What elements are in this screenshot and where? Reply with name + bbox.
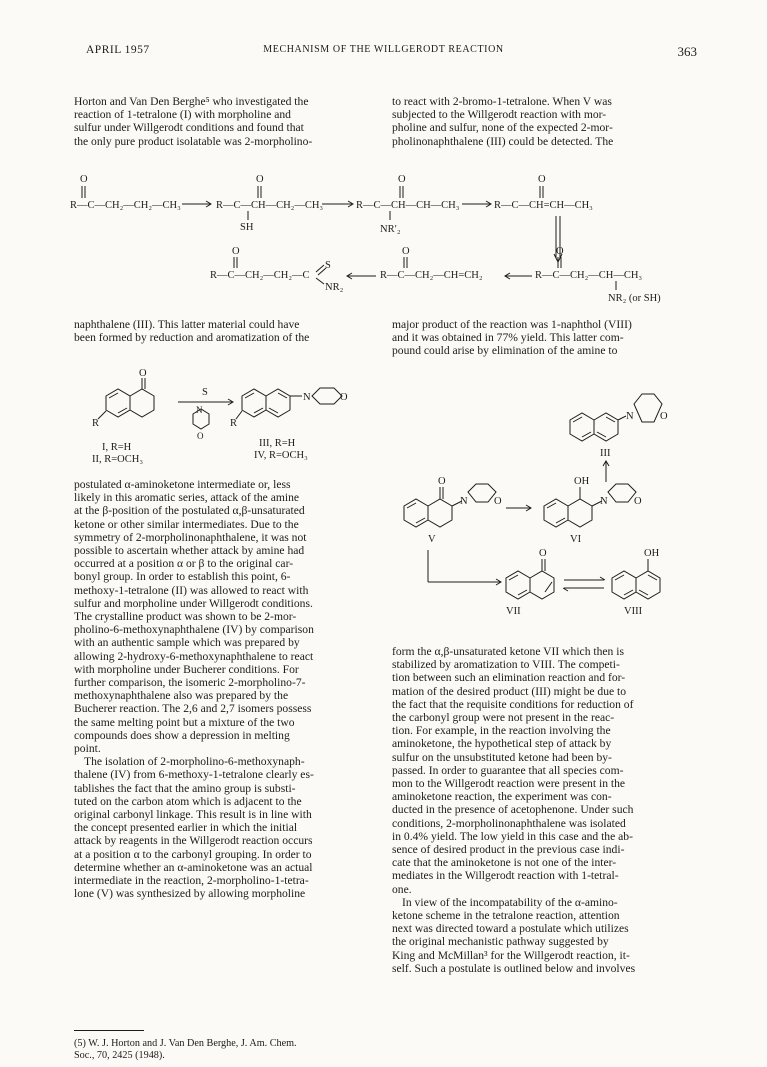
compound-amine: R—C—CH—CH—CH₃: [356, 200, 460, 211]
text-line: point.: [74, 742, 101, 756]
carbonyl-o: O: [232, 246, 240, 257]
thioamide-nr2: NR₂: [325, 282, 344, 293]
text-line: postulated α-aminoketone intermediate or, less: [74, 478, 291, 491]
carbonyl-o: O: [139, 368, 147, 379]
text-line: subjected to the Willgerodt reaction with mor-: [392, 108, 607, 122]
text-line: further comparison, the isomeric 2-morpholino-7-: [74, 676, 306, 690]
reaction-scheme-3: [394, 384, 694, 634]
morpholine-o: O: [494, 496, 502, 507]
footnote-rule: [74, 1030, 144, 1031]
text-line: major product of the reaction was 1-naphthol (VIII): [392, 318, 632, 331]
footnote-line: Soc., 70, 2425 (1948).: [74, 1050, 165, 1061]
header-page-number: 363: [677, 44, 697, 59]
text-line: Horton and Van Den Berghe⁵ who investigated the: [74, 95, 309, 108]
morpholine-n: N: [303, 392, 311, 403]
label-iii: III: [600, 448, 611, 459]
morpholine-n: N: [460, 496, 468, 507]
text-line: determine whether an α-aminoketone was an actual: [74, 860, 313, 874]
body-left-paragraph: [74, 478, 381, 901]
text-line: likely in this aromatic series, attack of the amine: [74, 491, 300, 505]
compound-label-ii: II, R=OCH₃: [92, 454, 143, 465]
text-line: pholine and sulfur, none of the expected 2-mor-: [392, 121, 613, 135]
text-line: ketone or other similar intermediates. Due to the: [74, 517, 299, 531]
top-left-paragraph: [74, 95, 381, 148]
header-date: APRIL 1957: [86, 44, 150, 56]
text-line: thalene (IV) from 6-methoxy-1-tetralone clearly es-: [74, 768, 314, 782]
text-line: with an authentic sample which was prepared by: [74, 636, 300, 650]
text-line: occurred at a position α or β to the original car-: [74, 557, 294, 571]
text-line: The isolation of 2-morpholino-6-methoxynaph-: [84, 755, 305, 769]
morpholine-o: O: [197, 431, 204, 441]
carbonyl-o: O: [538, 174, 546, 185]
morpholine-n: N: [600, 496, 608, 507]
footnote-line: (5) W. J. Horton and J. Van Den Berghe, J. Am. Chem.: [74, 1038, 297, 1049]
thio-s: S: [325, 260, 331, 271]
compound-label-i: I, R=H: [102, 442, 132, 453]
body-right-paragraph: [392, 645, 697, 975]
hydroxyl-oh: OH: [574, 476, 590, 487]
text-line: to react with 2-bromo-1-tetralone. When V was: [392, 95, 612, 108]
text-line: the same melting point but a mixture of the two: [74, 715, 295, 729]
text-line: self. Such a postulate is outlined below and involves: [392, 961, 636, 975]
morpholine-o: O: [340, 392, 348, 403]
text-line: the only pure product isolatable was 2-morpholino-: [74, 134, 313, 148]
text-line: conditions, 2-morpholinonaphthalene was isolated: [392, 816, 626, 830]
text-line: lone (V) was synthesized by allowing morpholine: [74, 887, 306, 901]
text-line: methoxy-1-tetralone (II) was allowed to react with: [74, 583, 309, 597]
text-line: possible to ascertain whether attack by amine had: [74, 544, 305, 558]
text-line: one.: [392, 882, 412, 896]
text-line: intermediate in the reaction, 2-morpholino-1-tetra-: [74, 874, 309, 888]
text-line: reaction of 1-tetralone (I) with morpholine and: [74, 108, 291, 122]
top-right-paragraph: [392, 95, 697, 148]
text-line: sulfur and morpholine under Willgerodt conditions.: [74, 596, 313, 610]
reaction-scheme-2: [84, 366, 384, 471]
carbonyl-o: O: [256, 174, 264, 185]
text-line: ducted in the presence of acetophenone. Under such: [392, 803, 634, 817]
text-line: The crystalline product was shown to be 2-mor-: [74, 610, 297, 624]
text-line: with morpholine under Bucherer conditions. For: [74, 662, 299, 676]
text-line: bonyl group. In order to establish this point, 6-: [74, 570, 291, 584]
text-line: form the α,β-unsaturated ketone VII which then is: [392, 645, 624, 658]
text-line: the concept presented earlier in which the initial: [74, 821, 298, 835]
morpholine-n: N: [196, 405, 203, 415]
text-line: in 0.4% yield. The low yield in this case and the ab-: [392, 829, 633, 843]
text-line: sence of desired product in the previous case indi-: [392, 843, 625, 857]
text-line: aminoketone reaction, the experiment was con-: [392, 790, 612, 804]
label-vi: VI: [570, 534, 582, 545]
header-title: MECHANISM OF THE WILLGERODT REACTION: [263, 44, 504, 55]
reaction-scheme-1: [70, 172, 700, 312]
r-substituent: R: [92, 418, 100, 429]
carbonyl-o: O: [556, 246, 564, 257]
carbonyl-o: O: [539, 548, 547, 559]
mid-left-paragraph: [74, 318, 381, 344]
text-line: mediates in the Willgerodt reaction with 1-tetral-: [392, 869, 619, 883]
nr2-or-sh: NR₂ (or SH): [608, 293, 661, 304]
mid-right-paragraph: [392, 318, 697, 358]
text-line: at the β-position of the postulated α,β-unsaturated: [74, 504, 305, 518]
label-v: V: [428, 534, 436, 545]
text-line: compounds does show a depression in melting: [74, 728, 290, 742]
compound-label-iv: IV, R=OCH₃: [254, 450, 308, 461]
text-line: allowing 2-hydroxy-6-methoxynaphthalene to react: [74, 649, 314, 663]
text-line: cate that the aminoketone is not one of the inter-: [392, 856, 617, 870]
text-line: sulfur on the unsubstituted ketone had been by-: [392, 750, 612, 764]
text-line: tablishes the fact that the amino group is substi-: [74, 781, 296, 795]
text-line: pholinonaphthalene (III) could be detected. The: [392, 134, 614, 148]
text-line: passed. In order to guarantee that all species com-: [392, 763, 624, 777]
carbonyl-o: O: [398, 174, 406, 185]
label-vii: VII: [506, 606, 521, 617]
sh-substituent: SH: [240, 222, 254, 233]
compound-substituted-ketone: R—C—CH₂—CH—CH₃: [535, 270, 643, 281]
nr2-prime-substituent: NR′₂: [380, 224, 401, 235]
compound-thiol: R—C—CH—CH₂—CH₃: [216, 200, 324, 211]
text-line: attack by reagents in the Willgerodt reaction occurs: [74, 834, 313, 848]
text-line: the original mechanistic pathway suggested by: [392, 935, 609, 949]
text-line: the carbonyl group were not present in the reac-: [392, 711, 615, 725]
text-line: the fact that the requisite conditions for reduction of: [392, 697, 634, 711]
morpholine-o: O: [660, 411, 668, 422]
text-line: pound could arise by elimination of the amine to: [392, 344, 618, 358]
text-line: King and McMillan³ for the Willgerodt reaction, it-: [392, 948, 630, 962]
compound-ketone: R—C—CH₂—CH₂—CH₃: [70, 200, 181, 211]
text-line: mation of the desired product (III) might be due to: [392, 684, 627, 698]
morpholine-o: O: [634, 496, 642, 507]
text-line: and it was obtained in 77% yield. This latter com-: [392, 331, 624, 345]
label-viii: VIII: [624, 606, 643, 617]
text-line: mon to the Willgerodt reaction were present in the: [392, 777, 626, 791]
sulfur-label: S: [202, 387, 208, 398]
text-line: aminoketone, the hypothetical step of attack by: [392, 737, 612, 751]
morpholine-n: N: [626, 411, 634, 422]
text-line: methoxynaphthalene also was prepared by the: [74, 689, 289, 703]
r-substituent: R: [230, 418, 238, 429]
text-line: symmetry of 2-morpholinonaphthalene, it was not: [74, 530, 307, 544]
compound-thioamide: R—C—CH₂—CH₂—C: [210, 270, 310, 281]
text-line: sulfur under Willgerodt conditions and found that: [74, 121, 304, 135]
text-line: tuted on the carbon atom which is adjacent to the: [74, 794, 302, 808]
carbonyl-o: O: [438, 476, 446, 487]
text-line: In view of the incompatability of the α-amino-: [402, 895, 618, 909]
compound-label-iii: III, R=H: [259, 438, 296, 449]
text-line: tion between such an elimination reaction and for-: [392, 671, 626, 685]
compound-allyl-ketone: R—C—CH₂—CH=CH₂: [380, 270, 483, 281]
text-line: been formed by reduction and aromatization of the: [74, 331, 310, 345]
text-line: Bucherer reaction. The 2,6 and 2,7 isomers possess: [74, 702, 312, 716]
carbonyl-o: O: [402, 246, 410, 257]
text-line: original carbonyl linkage. This result is in line with: [74, 808, 312, 822]
footnote: [74, 1038, 374, 1062]
text-line: pholino-6-methoxynaphthalene (IV) by comparison: [74, 623, 314, 637]
text-line: ketone scheme in the tetralone reaction, attention: [392, 909, 620, 923]
text-line: naphthalene (III). This latter material could have: [74, 318, 300, 331]
compound-enone: R—C—CH=CH—CH₃: [494, 200, 593, 211]
hydroxyl-oh: OH: [644, 548, 660, 559]
text-line: stabilized by aromatization to VIII. The competi-: [392, 658, 620, 672]
text-line: tion. For example, in the reaction involving the: [392, 724, 611, 738]
carbonyl-o: O: [80, 174, 88, 185]
text-line: at a position α to the carbonyl grouping. In order to: [74, 847, 312, 861]
text-line: next was directed toward a postulate which utilizes: [392, 922, 629, 936]
